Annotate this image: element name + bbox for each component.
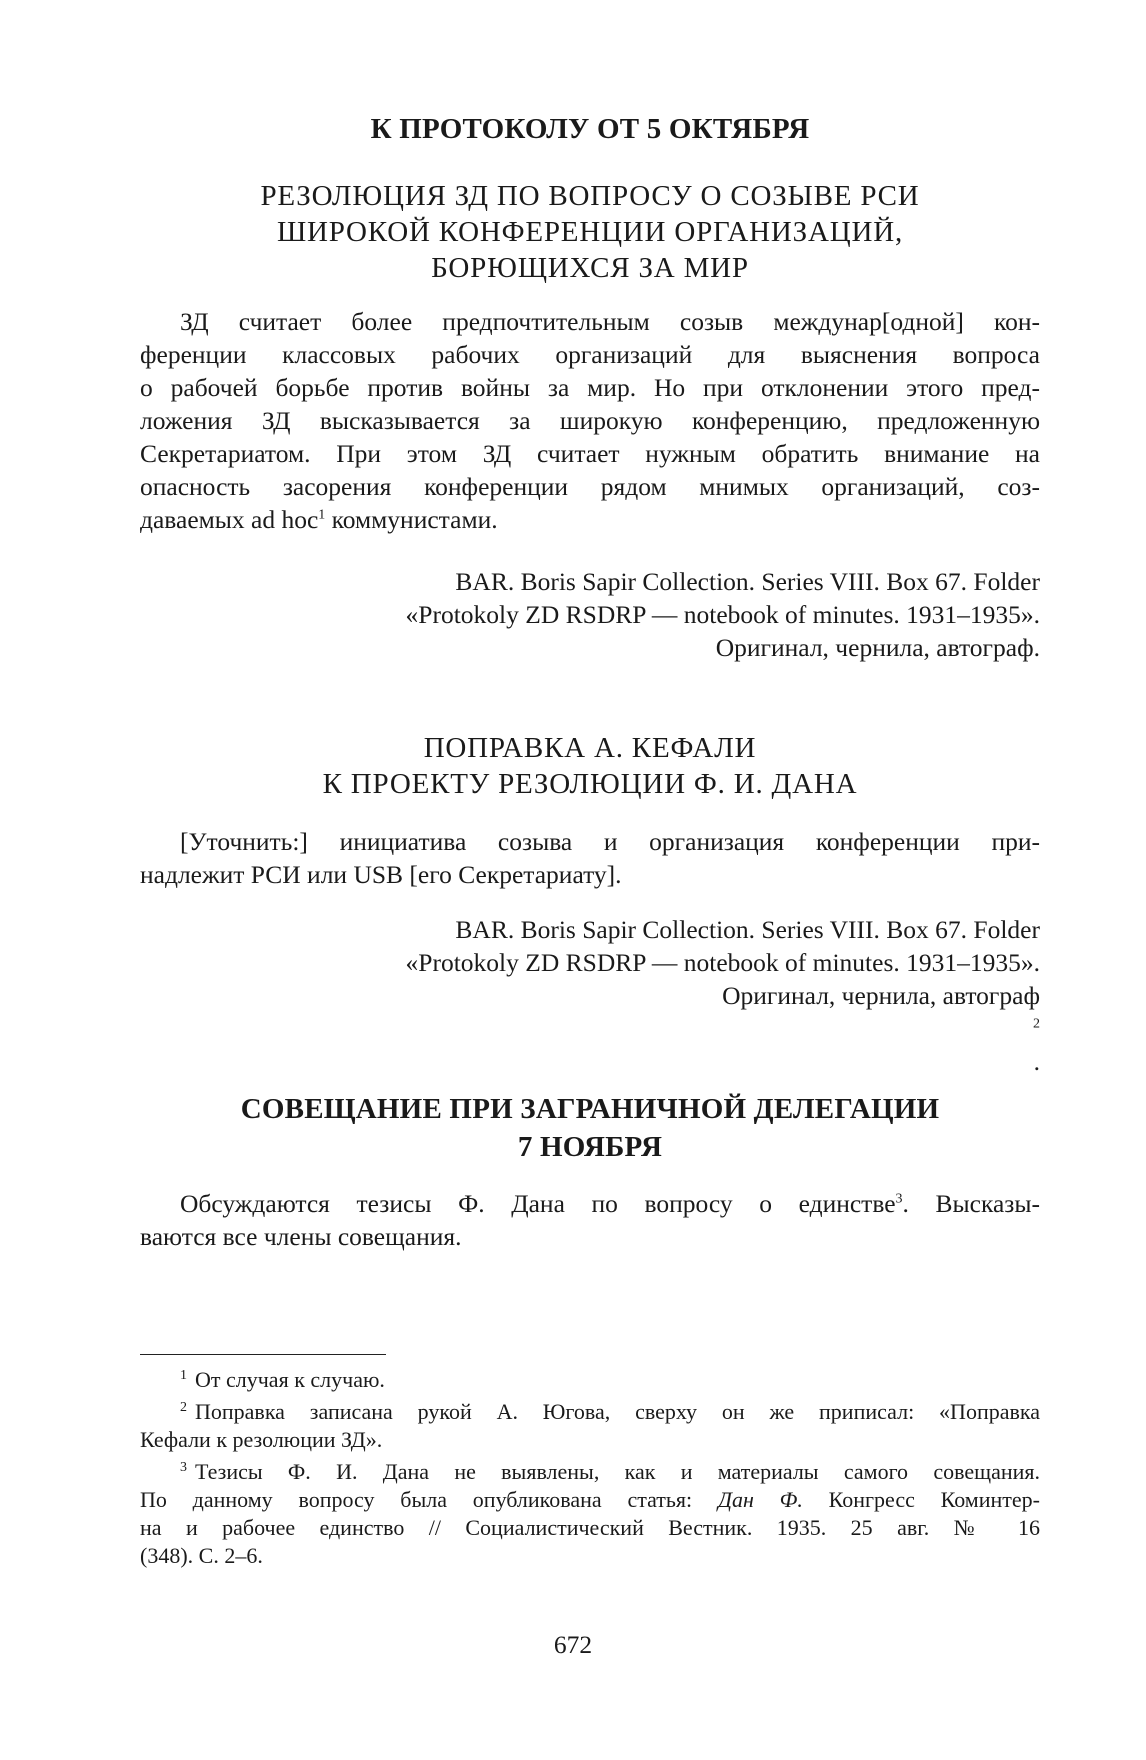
footnote-ref[interactable]: 2 xyxy=(1033,1016,1040,1032)
source-line: BAR. Boris Sapir Collection. Series VIII. Box 67. Folder xyxy=(455,567,1040,596)
source-line xyxy=(140,979,1040,1078)
paragraph-text: коммунистами. xyxy=(325,505,498,534)
paragraph-line xyxy=(140,503,1040,536)
paragraph-line: о рабочей борьбе против войны за мир. Но при отклонении этого пред- xyxy=(140,373,1040,402)
footnote-1 xyxy=(140,1366,1040,1394)
paragraph-line: [Уточнить:] инициатива созыва и организация конференции при- xyxy=(180,827,1040,856)
heading-line: ШИРОКОЙ КОНФЕРЕНЦИИ ОРГАНИЗАЦИЙ, xyxy=(276,216,904,248)
section-title-protocol: К ПРОТОКОЛУ ОТ 5 ОКТЯБРЯ xyxy=(370,113,810,145)
heading-line: РЕЗОЛЮЦИЯ ЗД ПО ВОПРОСУ О СОЗЫВЕ РСИ xyxy=(260,180,920,212)
footnotes xyxy=(140,1366,1040,1570)
footnote-number: 3 xyxy=(180,1459,187,1475)
footnote-line xyxy=(140,1398,1040,1426)
footnote-text: По данному вопросу была опубликована статья: xyxy=(140,1487,718,1512)
footnote-3 xyxy=(140,1458,1040,1570)
source-line: Оригинал, чернила, автограф. xyxy=(715,633,1040,662)
archive-source xyxy=(140,913,1040,1078)
amendment-paragraph xyxy=(140,825,1040,891)
heading-line: СОВЕЩАНИЕ ПРИ ЗАГРАНИЧНОЙ ДЕЛЕГАЦИИ xyxy=(240,1093,940,1125)
footnote-number: 1 xyxy=(180,1367,187,1383)
paragraph-text: . Высказы- xyxy=(902,1189,1040,1218)
footnote-number: 2 xyxy=(180,1399,187,1415)
paragraph-line: надлежит РСИ или USB [его Секретариату]. xyxy=(140,860,622,889)
paragraph-line: опасность засорения конференции рядом мнимых организаций, соз- xyxy=(140,472,1040,501)
paragraph-line: ЗД считает более предпочтительным созыв междунар[одной] кон- xyxy=(180,307,1040,336)
meeting-paragraph xyxy=(140,1187,1040,1253)
footnote-text: Конгресс Коминтер- xyxy=(802,1487,1040,1512)
footnote-text: Поправка записана рукой А. Югова, сверху он же приписал: «Поправка xyxy=(195,1399,1040,1424)
source-text: . xyxy=(1033,1047,1040,1076)
footnote-line: на и рабочее единство // Социалистический Вестник. 1935. 25 авг. № 16 xyxy=(140,1515,1040,1540)
paragraph-text: даваемых ad hoc xyxy=(140,505,319,534)
archive-source xyxy=(140,565,1040,664)
footnote-text: Тезисы Ф. И. Дана не выявлены, как и материалы самого совещания. xyxy=(195,1459,1040,1484)
footnote-line xyxy=(140,1458,1040,1486)
resolution-heading xyxy=(140,178,1040,286)
footnote-2 xyxy=(140,1398,1040,1454)
paragraph-line: ференции классовых рабочих организаций для выяснения вопроса xyxy=(140,340,1040,369)
footnote-separator xyxy=(140,1354,386,1355)
heading-line: ПОПРАВКА А. КЕФАЛИ xyxy=(423,732,757,764)
footnote-text: От случая к случаю. xyxy=(195,1367,385,1392)
source-line: «Protokoly ZD RSDRP — notebook of minutes. 1931–1935». xyxy=(405,948,1040,977)
page-number: 672 xyxy=(553,1630,593,1659)
footnote-ref[interactable]: 1 xyxy=(318,507,326,523)
footnote-line: (348). С. 2–6. xyxy=(140,1543,263,1568)
paragraph-line xyxy=(140,1187,1040,1220)
footnote-line xyxy=(140,1486,1040,1514)
meeting-heading xyxy=(140,1090,1040,1166)
source-line: «Protokoly ZD RSDRP — notebook of minutes. 1931–1935». xyxy=(405,600,1040,629)
source-line: BAR. Boris Sapir Collection. Series VIII. Box 67. Folder xyxy=(455,915,1040,944)
footnote-line: Кефали к резолюции ЗД». xyxy=(140,1427,383,1452)
paragraph-text: Обсуждаются тезисы Ф. Дана по вопросу о единстве xyxy=(180,1189,896,1218)
footnote-ref[interactable]: 3 xyxy=(895,1191,903,1207)
heading-line: 7 НОЯБРЯ xyxy=(517,1131,663,1163)
paragraph-line: ложения ЗД высказывается за широкую конференцию, предложенную xyxy=(140,406,1040,435)
amendment-heading xyxy=(140,730,1040,802)
paragraph-line: Секретариатом. При этом ЗД считает нужным обратить внимание на xyxy=(140,439,1040,468)
heading-line: К ПРОЕКТУ РЕЗОЛЮЦИИ Ф. И. ДАНА xyxy=(322,768,858,800)
source-text: Оригинал, чернила, автограф xyxy=(722,981,1040,1010)
paragraph-line: ваются все члены совещания. xyxy=(140,1222,462,1251)
author-name: Дан Ф. xyxy=(717,1487,803,1512)
resolution-paragraph xyxy=(140,305,1040,536)
heading-line: БОРЮЩИХСЯ ЗА МИР xyxy=(431,252,749,284)
